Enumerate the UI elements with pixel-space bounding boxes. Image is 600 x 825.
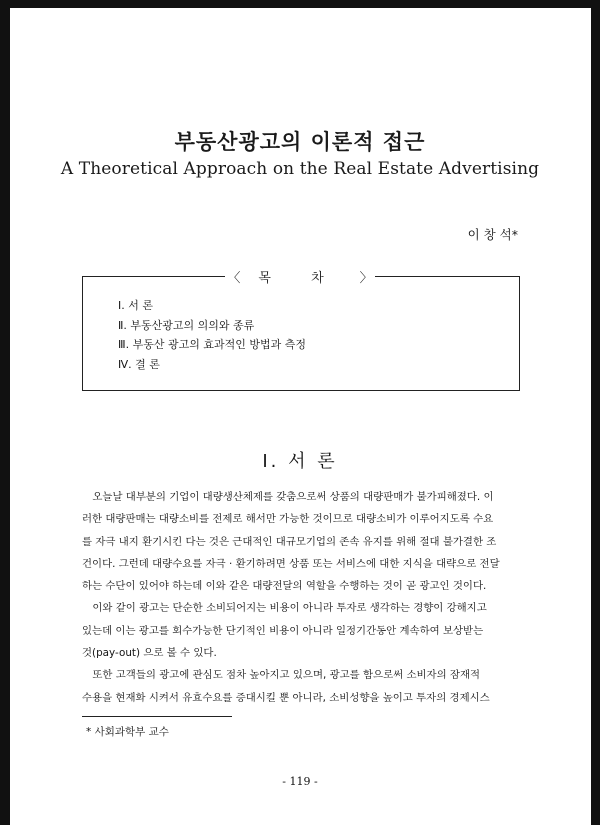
toc-list [118,296,306,374]
body-line: 하는 수단이 있어야 하는데 이와 같은 대량전달의 역할을 수행하는 것이 곧 광고인 것이다. [82,580,487,593]
footnote-divider [82,716,232,717]
body-line: 수용을 현재화 시켜서 유효수요를 증대시킬 뿐 아니라, 소비성향을 높이고 투자의 경제시스 [82,691,490,704]
body-line: 것(pay-out) 으로 볼 수 있다. [82,647,217,660]
toc-item: Ⅰ. 서 론 [118,299,153,312]
body-line: 러한 대량판매는 대량소비를 전제로 해서만 가능한 것이므로 대량소비가 이루어지도록 수요 [82,513,494,526]
body-text [82,486,519,709]
toc-heading-label: 목 차 [242,271,357,286]
section-heading: Ⅰ. 서 론 [262,451,338,472]
body-line: 있는데 이는 광고를 회수가능한 단기적인 비용이 아니라 일정기간동안 계속하여 보상받는 [82,624,484,637]
scan-border-top [0,0,600,8]
body-line: 또한 고객들의 광고에 관심도 점차 높아지고 있으며, 광고를 함으로써 소비자의 잠재적 [92,669,481,682]
paper-title-english: A Theoretical Approach on the Real Estate Advertising [60,159,540,179]
body-line: 를 자극 내지 환기시킨 다는 것은 근대적인 대규모기업의 존속 유지를 위해 절대 불가결한 조 [82,535,497,548]
paper-title-korean: 부동산광고의 이론적 접근 [174,130,426,154]
body-line: 이와 같이 광고는 단순한 소비되어지는 비용이 아니라 투자로 생각하는 경향이 강해지고 [92,602,487,615]
body-line: 건이다. 그런데 대량수요를 자극 · 환기하려면 상품 또는 서비스에 대한 지식을 대략으로 전달 [82,557,500,570]
toc-item: Ⅳ. 결 론 [118,357,160,371]
scan-border-left [0,0,10,825]
scan-border-right [591,0,600,825]
toc-heading: 〈 목 차 〉 [227,271,373,286]
footnote: * 사회과학부 교수 [86,726,169,738]
author-name: 이 창 석* [467,227,518,242]
page-number: - 119 - [282,775,318,788]
toc-item: Ⅲ. 부동산 광고의 효과적인 방법과 측정 [118,338,306,351]
body-line: 오늘날 대부분의 기업이 대량생산체제를 갖춤으로써 상품의 대량판매가 불가피해졌다. 이 [92,491,494,503]
toc-item: Ⅱ. 부동산광고의 의의와 종류 [118,318,255,332]
